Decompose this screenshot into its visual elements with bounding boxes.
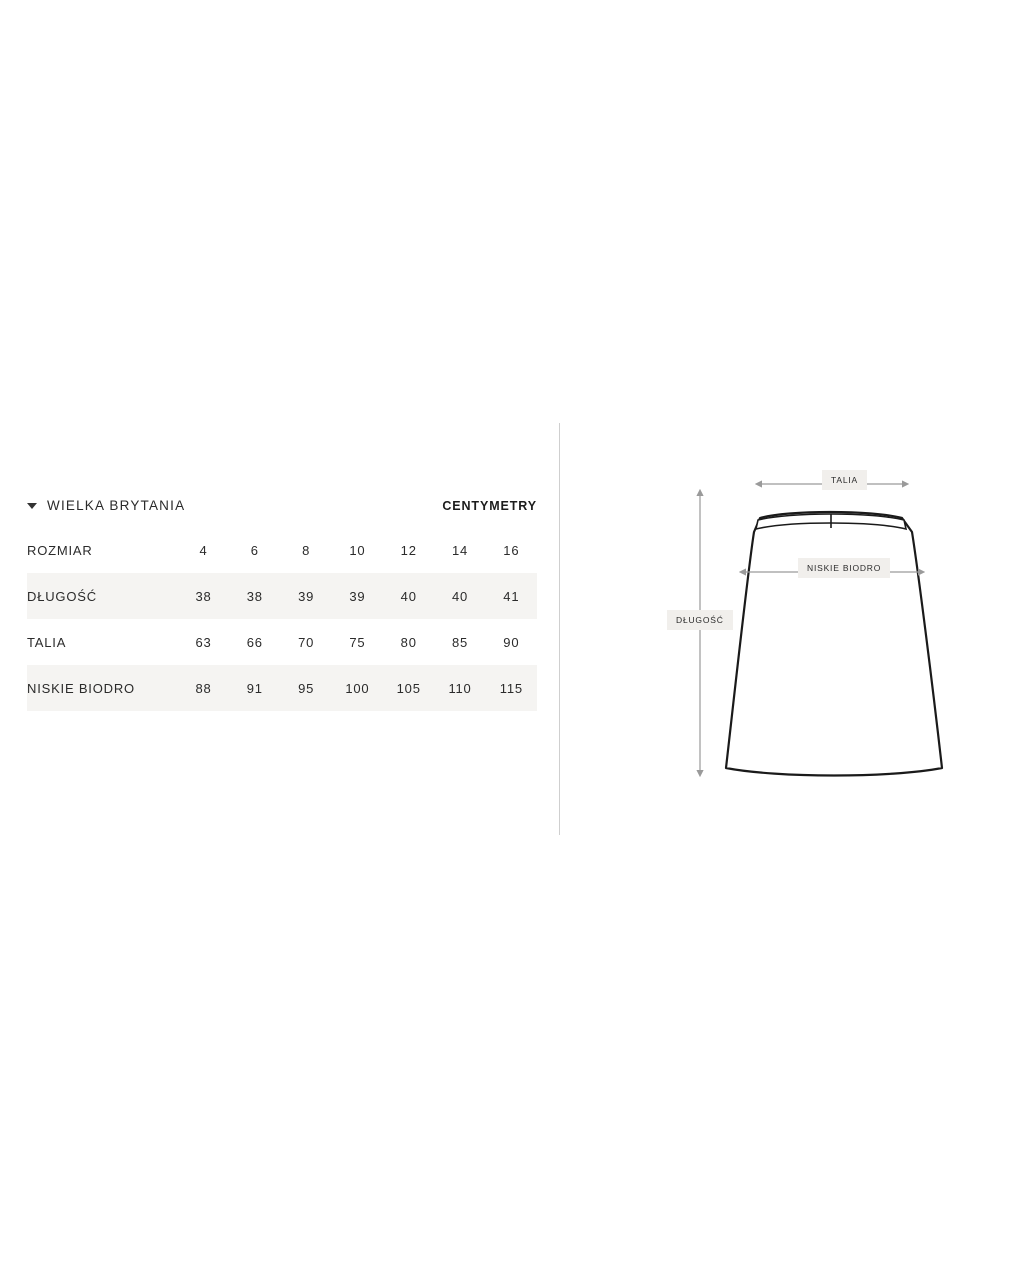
skirt-body-path [726, 512, 942, 776]
measurement-diagram [650, 450, 1000, 800]
table-row [27, 619, 537, 665]
table-cell: 88 [195, 680, 212, 696]
table-cell: 110 [448, 680, 472, 696]
table-cell: 100 [345, 680, 370, 696]
table-cell: 39 [298, 588, 315, 604]
table-cell: 115 [499, 680, 523, 696]
table-cell: 41 [503, 588, 520, 604]
waist-label: TALIA [822, 470, 867, 490]
length-label: DŁUGOŚĆ [667, 610, 733, 630]
caret-down-icon [27, 503, 37, 509]
region-selector[interactable] [27, 498, 185, 513]
row-label: TALIA [27, 634, 67, 650]
unit-label: CENTYMETRY [442, 498, 537, 513]
table-cell: 12 [400, 542, 417, 558]
table-cell: 63 [195, 634, 212, 650]
table-cell: 38 [195, 588, 212, 604]
table-cell: 95 [298, 680, 315, 696]
table-cell: 105 [396, 680, 421, 696]
row-label: DŁUGOŚĆ [27, 588, 97, 604]
table-cell: 4 [199, 542, 208, 558]
table-cell: 8 [302, 542, 311, 558]
table-cell: 80 [400, 634, 417, 650]
table-cell: 91 [246, 680, 263, 696]
table-row [27, 527, 537, 573]
low-hip-label: NISKIE BIODRO [798, 558, 890, 578]
table-cell: 40 [451, 588, 469, 604]
table-cell: 70 [298, 634, 315, 650]
size-chart-panel [27, 498, 537, 711]
row-label: ROZMIAR [27, 542, 93, 558]
table-cell: 39 [349, 588, 366, 604]
table-cell: 66 [246, 634, 263, 650]
table-cell: 10 [349, 542, 366, 558]
row-label: NISKIE BIODRO [27, 680, 135, 696]
table-cell: 16 [503, 542, 520, 558]
table-cell: 75 [349, 634, 366, 650]
size-table [27, 527, 537, 711]
panel-divider [559, 423, 560, 835]
table-cell: 40 [400, 588, 417, 604]
table-cell: 38 [246, 588, 263, 604]
table-row [27, 665, 537, 711]
table-cell: 14 [451, 542, 469, 558]
table-cell: 90 [503, 634, 520, 650]
table-cell: 6 [250, 542, 259, 558]
table-row [27, 573, 537, 619]
size-chart-header [27, 498, 537, 527]
region-label: WIELKA BRYTANIA [47, 498, 186, 513]
table-cell: 85 [451, 634, 469, 650]
